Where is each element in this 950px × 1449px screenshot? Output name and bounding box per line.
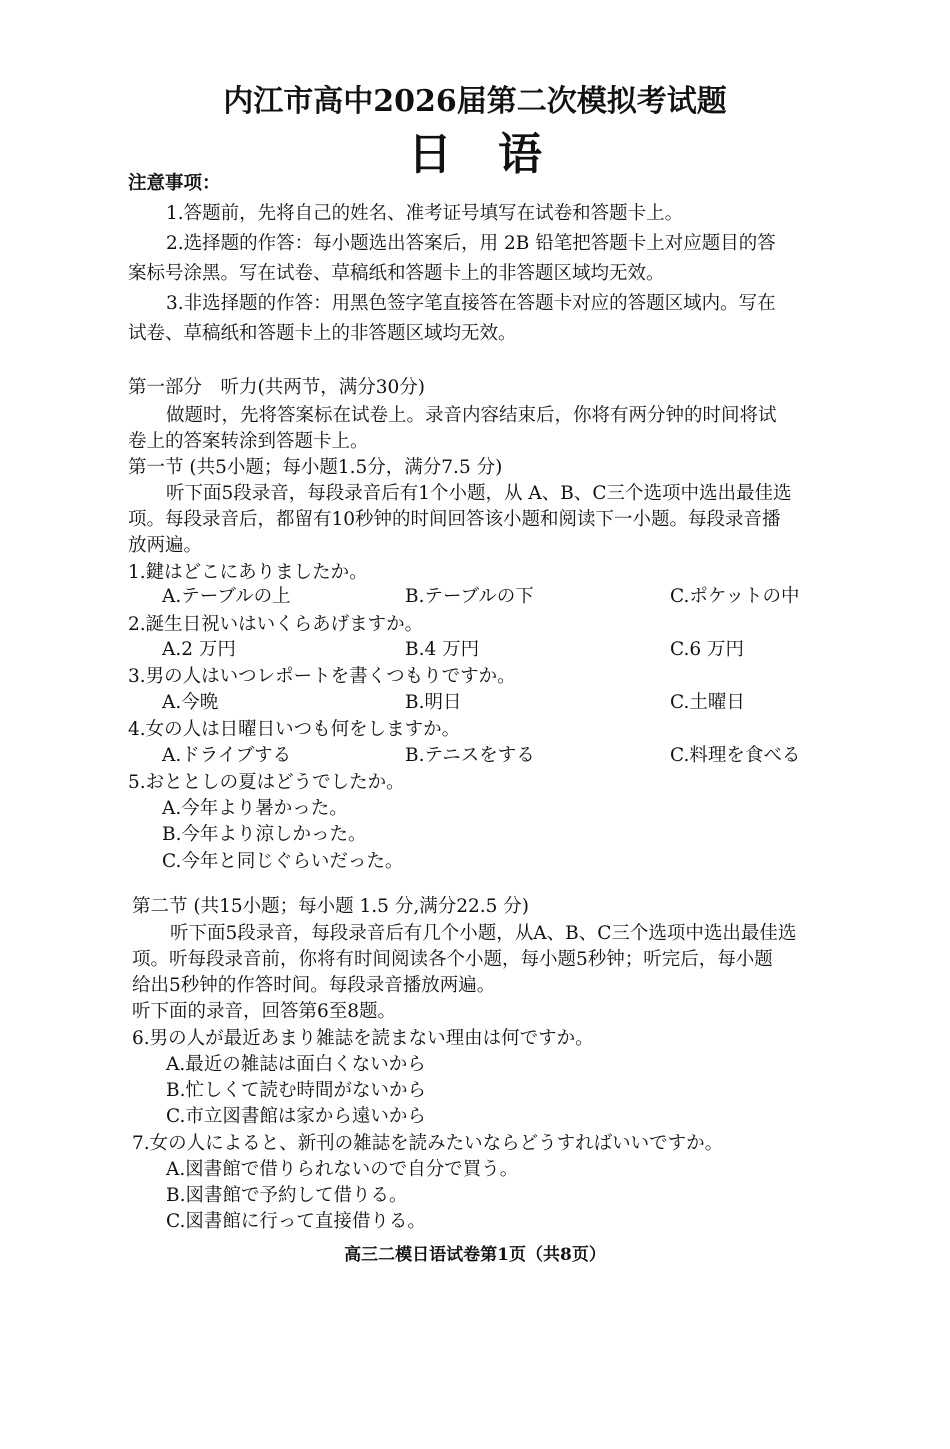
option-a: A.ドライブする	[162, 745, 292, 766]
option-a: A.今晩	[162, 692, 219, 713]
option-c: C.料理を食べる	[670, 745, 801, 766]
subject-title: 日语	[408, 129, 588, 180]
notice-line: 2.选择题的作答：每小题选出答案后，用 2B 铅笔把答题卡上对应题目的答	[166, 233, 776, 254]
option-a: A.最近の雑誌は面白くないから	[166, 1054, 426, 1075]
notice-line: 1.答题前，先将自己的姓名、准考证号填写在试卷和答题卡上。	[166, 203, 684, 224]
page-footer: 高三二模日语试卷第1页（共8页）	[344, 1245, 606, 1265]
section1-instruction: 放两遍。	[128, 535, 203, 556]
notice-line: 案标号涂黑。写在试卷、草稿纸和答题卡上的非答题区域均无效。	[128, 263, 665, 284]
option-c: C.6 万円	[670, 639, 745, 660]
part1-intro: 做题时，先将答案标在试卷上。录音内容结束后，你将有两分钟的时间将试	[166, 405, 777, 426]
question-text: 1.鍵はどこにありましたか。	[128, 562, 368, 583]
option-b: B.明日	[405, 692, 462, 713]
notice-heading: 注意事项：	[128, 173, 221, 194]
section2-sub: 听下面的录音，回答第6至8题。	[132, 1001, 397, 1022]
question-text: 2.誕生日祝いはいくらあげますか。	[128, 614, 424, 635]
question-text: 4.女の人は日曜日いつも何をしますか。	[128, 719, 461, 740]
section1-instruction: 听下面5段录音，每段录音后有1个小题，从 A、B、C三个选项中选出最佳选	[166, 483, 792, 504]
section1-heading: 第一节 (共5小题；每小题1.5分，满分7.5 分)	[128, 457, 503, 478]
option-a: A.テーブルの上	[162, 586, 291, 607]
option-b: B.忙しくて読む時間がないから	[166, 1080, 426, 1101]
section2-instruction: 给出5秒钟的作答时间。每段录音播放两遍。	[132, 975, 496, 996]
option-b: B.今年より涼しかった。	[162, 824, 367, 845]
option-c: C.図書館に行って直接借りる。	[166, 1211, 426, 1232]
option-b: B.テニスをする	[405, 745, 535, 766]
question-text: 5.おととしの夏はどうでしたか。	[128, 772, 405, 793]
part1-heading: 第一部分 听力(共两节，满分30分)	[128, 377, 425, 398]
option-b: B.テーブルの下	[405, 586, 534, 607]
question-text: 6.男の人が最近あまり雑誌を読まない理由は何ですか。	[132, 1028, 594, 1049]
option-c: C.土曜日	[670, 692, 745, 713]
notice-line: 3.非选择题的作答：用黑色签字笔直接答在答题卡对应的答题区域内。写在	[166, 293, 776, 314]
section2-instruction: 项。听每段录音前，你将有时间阅读各个小题，每小题5秒钟；听完后，每小题	[132, 949, 773, 970]
section1-instruction: 项。每段录音后，都留有10秒钟的时间回答该小题和阅读下一小题。每段录音播	[128, 509, 781, 530]
section2-heading: 第二节 (共15小题；每小题 1.5 分,满分22.5 分)	[132, 896, 529, 917]
option-b: B.4 万円	[405, 639, 480, 660]
option-c: C.市立図書館は家から遠いから	[166, 1106, 426, 1127]
option-c: C.今年と同じぐらいだった。	[162, 851, 404, 872]
section2-instruction: 听下面5段录音，每段录音后有几个小题，从A、B、C三个选项中选出最佳选	[170, 923, 797, 944]
option-c: C.ポケットの中	[670, 586, 800, 607]
exam-title: 内江市高中2026届第二次模拟考试题	[223, 84, 727, 119]
option-a: A.今年より暑かった。	[162, 798, 348, 819]
question-text: 7.女の人によると、新刊の雑誌を読みたいならどうすればいいですか。	[132, 1133, 724, 1154]
question-text: 3.男の人はいつレポートを書くつもりですか。	[128, 666, 516, 687]
option-a: A.2 万円	[162, 639, 236, 660]
option-b: B.図書館で予約して借りる。	[166, 1185, 408, 1206]
part1-intro: 卷上的答案转涂到答题卡上。	[128, 431, 369, 452]
option-a: A.図書館で借りられないので自分で買う。	[166, 1159, 519, 1180]
notice-line: 试卷、草稿纸和答题卡上的非答题区域均无效。	[128, 323, 517, 344]
